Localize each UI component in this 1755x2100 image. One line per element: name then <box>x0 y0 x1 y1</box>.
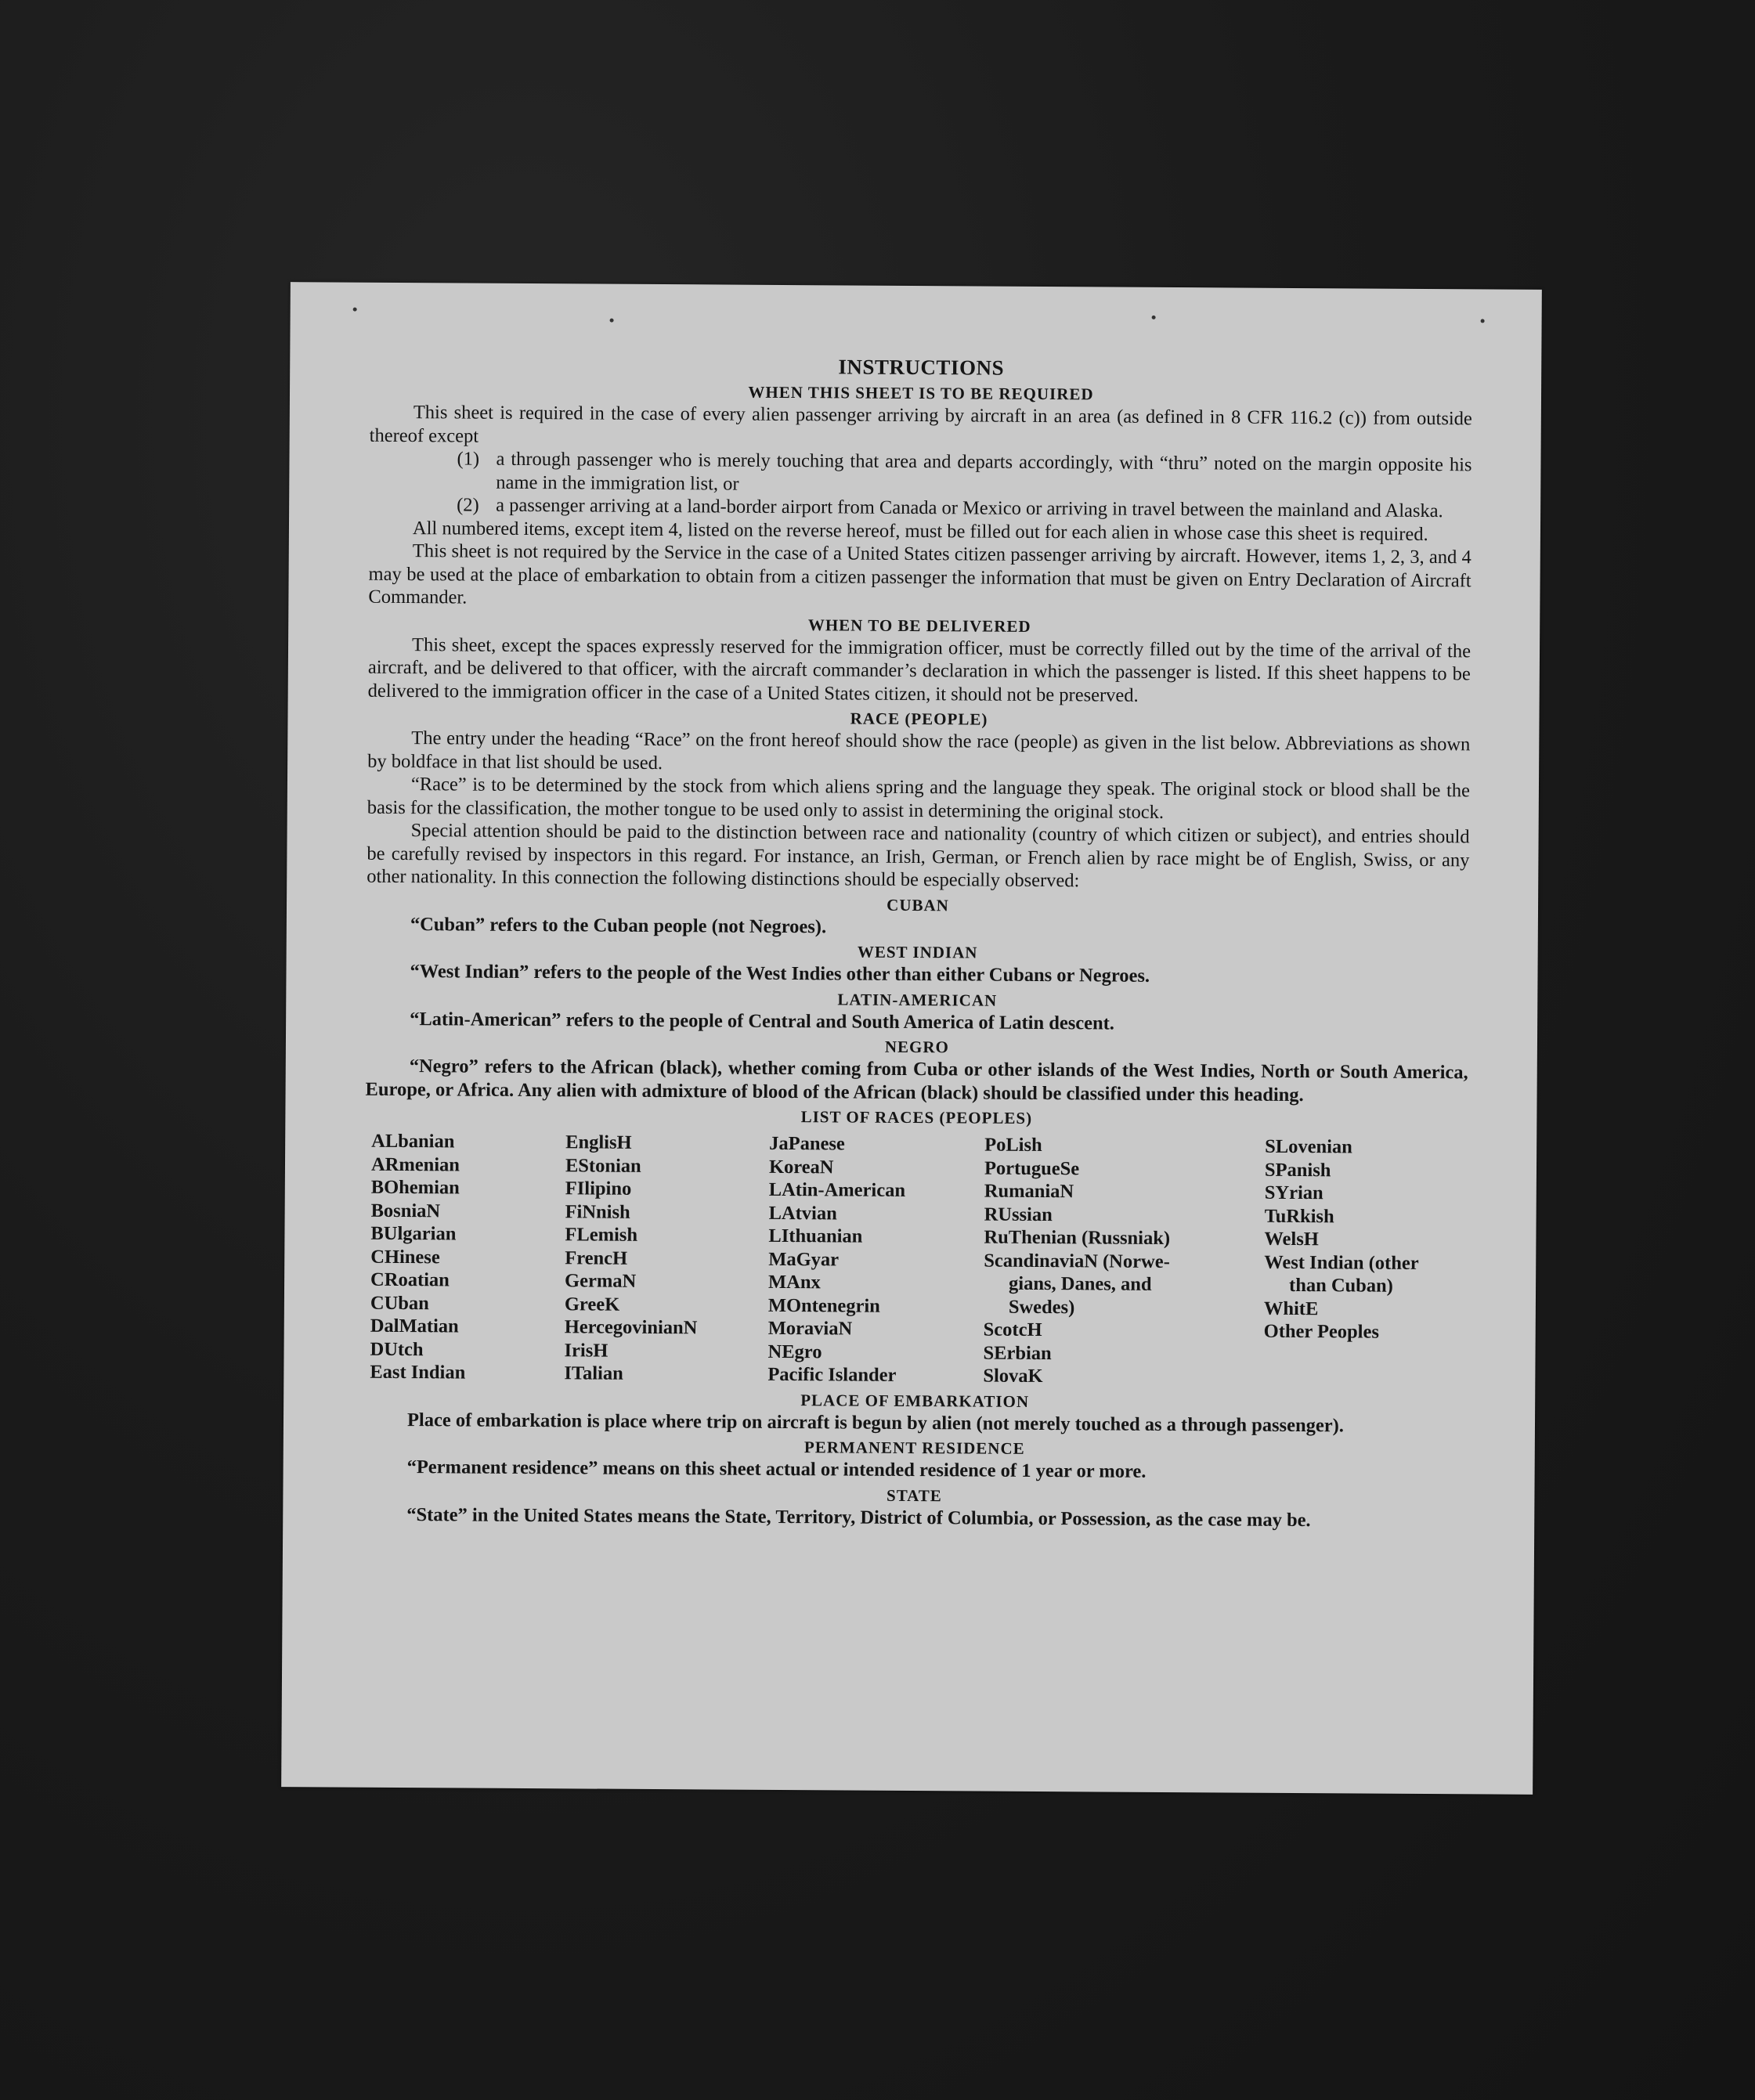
race-entry: MaGyar <box>768 1248 840 1270</box>
race-entry-continuation: Swedes) <box>1008 1296 1075 1318</box>
race-entry: SPanish <box>1264 1159 1331 1181</box>
race-entry: MoraviaN <box>767 1317 853 1340</box>
race-entry: NEgro <box>767 1340 822 1362</box>
race-entry: TuRkish <box>1264 1205 1334 1227</box>
race-entry: ALbanian <box>371 1130 455 1153</box>
paragraph-embarkation: Place of embarkation is place where trip on aircraft is begun by alien (not merely touched as a through passenger). <box>406 1409 1344 1436</box>
race-entry: FIlipino <box>565 1178 632 1200</box>
heading-state: STATE <box>886 1485 942 1505</box>
race-entry: RUssian <box>984 1203 1053 1225</box>
paragraph-race-entry: The entry under the heading “Race” on the front hereof should show the race (people) as given in the list below. Abbreviations as shown by boldface in that list should be used. <box>367 727 1471 774</box>
race-entry: PortugueSe <box>984 1157 1080 1179</box>
race-entry: LIthuanian <box>768 1225 863 1247</box>
race-entry: ITalian <box>564 1362 623 1384</box>
race-entry: EnglisH <box>565 1131 632 1153</box>
race-entry: SErbian <box>983 1342 1052 1364</box>
paragraph-race-definition: “Race” is to be determined by the stock from which aliens spring and the language they speak. The original stock or blood shall be the basis for the classification, the mother tongue to be used only to assist in determining the original stock. <box>367 774 1471 823</box>
race-entry: GermaN <box>565 1270 637 1292</box>
document-title: INSTRUCTIONS <box>838 355 1005 380</box>
race-entry: FrencH <box>565 1247 628 1269</box>
race-entry: BUlgarian <box>370 1222 457 1245</box>
race-entry: HercegovinianN <box>564 1316 698 1339</box>
heading-list-of-races: LIST OF RACES (PEOPLES) <box>800 1107 1033 1128</box>
race-column <box>767 1132 984 1387</box>
exception-text: a through passenger who is merely touching that area and departs accordingly, with “thru” noted on the margin opposite his name in the immigration list, or <box>496 448 1472 495</box>
race-entry: WelsH <box>1264 1228 1319 1250</box>
paragraph-numbered-items: All numbered items, except item 4, listed on the reverse hereof, must be filled out for each alien in whose case this sheet is required. <box>412 517 1428 545</box>
race-entry: ScandinaviaN (Norwe- <box>984 1250 1170 1272</box>
paragraph-latin-american: “Latin-American” refers to the people of Central and South America of Latin descent. <box>410 1008 1115 1034</box>
race-entry: PoLish <box>984 1134 1042 1156</box>
race-entry: DalMatian <box>370 1315 459 1337</box>
paragraph-cuban: “Cuban” refers to the Cuban people (not Negroes). <box>410 913 827 937</box>
race-entry: FLemish <box>565 1224 638 1246</box>
race-entry: SYrian <box>1264 1182 1323 1204</box>
race-entry: CRoatian <box>370 1268 450 1291</box>
race-entry: Pacific Islander <box>767 1363 897 1386</box>
race-entry: ScotcH <box>983 1319 1042 1341</box>
race-entry: ARmenian <box>370 1153 460 1175</box>
race-entry: JaPanese <box>769 1132 845 1155</box>
race-entry: LAtin-American <box>768 1178 906 1201</box>
heading-latin-american: LATIN-AMERICAN <box>837 989 998 1010</box>
race-entry: WhitE <box>1263 1297 1319 1319</box>
heading-cuban: CUBAN <box>887 895 949 915</box>
race-entry: BosniaN <box>370 1200 441 1221</box>
exception-number: (1) <box>457 448 480 470</box>
race-column <box>370 1130 565 1385</box>
race-list <box>370 1130 1468 1391</box>
heading-race: RACE (PEOPLE) <box>850 709 988 729</box>
race-column <box>983 1134 1265 1390</box>
scan-speck <box>1481 319 1485 323</box>
race-entry: CHinese <box>370 1246 440 1268</box>
race-entry: Other Peoples <box>1263 1320 1380 1343</box>
paragraph-permanent-residence: “Permanent residence” means on this sheet actual or intended residence of 1 year or more. <box>406 1456 1147 1482</box>
race-entry: RumaniaN <box>984 1180 1074 1203</box>
race-entry: SLovenian <box>1265 1135 1352 1158</box>
paragraph-race-nationality: Special attention should be paid to the distinction between race and nationality (country of which citizen or subject), and entries should be carefully revised by inspectors in this regard. For instance, an Irish, German, or French alien by race might be of English, Swiss, or any other nationality. In this connection the following distinctions should be especially observed: <box>367 820 1470 892</box>
exception-item <box>457 447 1472 500</box>
exception-text: a passenger arriving at a land-border airport from Canada or Mexico or arriving in travel between the mainland and Alaska. <box>496 494 1443 522</box>
race-entry: SlovaK <box>983 1365 1043 1387</box>
race-entry: IrisH <box>564 1339 608 1362</box>
paragraph-when-delivered: This sheet, except the spaces expressly reserved for the immigration officer, must be correctly filled out by the time of the arrival of the aircraft, and be delivered to that officer, with the aircraft commander’s declaration in which the passenger is listed. If this sheet happens to be delivered to the immigration officer in the case of a United States citizen, it should not be preserved. <box>367 633 1472 706</box>
scan-speck <box>1152 316 1156 319</box>
race-entry: MOntenegrin <box>767 1294 880 1317</box>
race-entry: RuThenian (Russniak) <box>984 1226 1171 1250</box>
paragraph-citizen-passenger: This sheet is not required by the Service in the case of a United States citizen passenger arriving by aircraft. However, items 1, 2, 3, and 4 may be used at the place of embarkation to obtain from a citizen passenger the information that must be given on Entry Declaration of Aircraft Commander. <box>368 540 1472 608</box>
race-entry: MAnx <box>768 1271 821 1294</box>
race-entry: DUtch <box>370 1338 424 1360</box>
race-column <box>1263 1135 1457 1391</box>
race-entry: West Indian (other <box>1264 1251 1419 1274</box>
race-entry-continuation: gians, Danes, and <box>1009 1272 1152 1295</box>
race-entry: EStonian <box>565 1154 641 1177</box>
race-column <box>564 1131 769 1386</box>
paragraph-negro: “Negro” refers to the African (black), whether coming from Cuba or other islands of the West Indies, North or South America, Europe, or Africa. Any alien with admixture of blood of the African (black) should be classified under this heading. <box>365 1055 1468 1106</box>
exception-number: (2) <box>457 494 479 516</box>
paragraph-when-required-intro: This sheet is required in the case of every alien passenger arriving by aircraft in an area (as defined in 8 CFR 116.2 (c)) from outside thereof except <box>369 402 1472 447</box>
heading-when-delivered: WHEN TO BE DELIVERED <box>807 615 1031 636</box>
race-entry: CUban <box>370 1292 429 1314</box>
race-entry: FiNnish <box>565 1200 630 1223</box>
race-entry-continuation: than Cuban) <box>1288 1274 1393 1297</box>
instruction-sheet <box>281 282 1542 1795</box>
scan-speck <box>353 308 357 312</box>
race-entry: East Indian <box>370 1361 466 1384</box>
heading-west-indian: WEST INDIAN <box>857 942 978 962</box>
race-entry: GreeK <box>564 1293 620 1315</box>
heading-embarkation: PLACE OF EMBARKATION <box>800 1390 1030 1411</box>
heading-when-required: WHEN THIS SHEET IS TO BE REQUIRED <box>748 382 1094 404</box>
race-entry: LAtvian <box>768 1202 837 1224</box>
heading-negro: NEGRO <box>884 1037 950 1057</box>
scan-speck <box>610 319 614 323</box>
race-entry: KoreaN <box>768 1156 834 1178</box>
paragraph-west-indian: “West Indian” refers to the people of the West Indies other than either Cubans or Negroes. <box>410 961 1150 987</box>
race-entry: BOhemian <box>370 1176 460 1199</box>
heading-permanent-residence: PERMANENT RESIDENCE <box>803 1438 1025 1458</box>
paragraph-state: “State” in the United States means the State, Territory, District of Columbia, or Possession, as the case may be. <box>406 1503 1311 1531</box>
